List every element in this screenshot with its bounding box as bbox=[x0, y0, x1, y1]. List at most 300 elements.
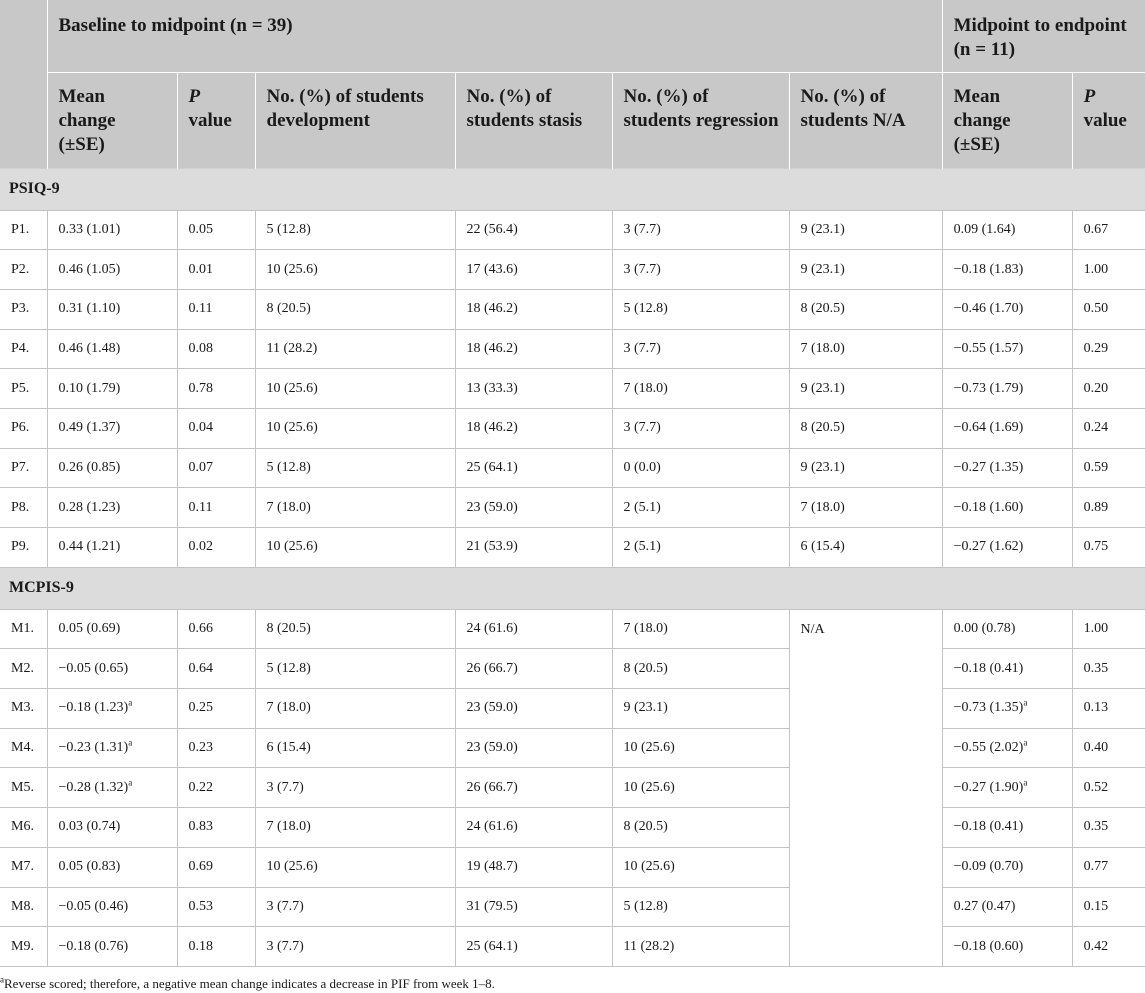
p-value-endpoint-cell-value: 0.67 bbox=[1083, 221, 1109, 237]
mean-change-cell bbox=[47, 369, 177, 409]
footnote-marker: a bbox=[1023, 777, 1028, 788]
development-cell bbox=[255, 847, 455, 887]
item-label-value: M4. bbox=[11, 740, 34, 756]
mean-change-endpoint-cell bbox=[942, 768, 1072, 808]
p-value-cell bbox=[177, 808, 255, 848]
p-value-endpoint-cell bbox=[1072, 927, 1145, 967]
p-value-cell bbox=[177, 528, 255, 568]
p-value-endpoint-cell-value: 0.89 bbox=[1083, 499, 1109, 515]
corner-cell bbox=[0, 0, 47, 168]
p-value-endpoint-cell-value: 1.00 bbox=[1083, 621, 1109, 637]
mean-change-cell-value: −0.23 (1.31) bbox=[58, 740, 129, 756]
mean-change-endpoint-cell-value: −0.18 (1.83) bbox=[953, 261, 1024, 277]
na-cell bbox=[789, 369, 942, 409]
column-header-text: value bbox=[188, 109, 232, 131]
table-header bbox=[0, 0, 1145, 168]
p-value-endpoint-cell-value: 1.00 bbox=[1083, 261, 1109, 277]
item-label bbox=[0, 250, 47, 290]
regression-cell bbox=[612, 329, 789, 369]
p-value-endpoint-cell bbox=[1072, 887, 1145, 927]
development-cell-value: 10 (25.6) bbox=[266, 420, 318, 436]
mean-change-endpoint-cell-value: −0.55 (1.57) bbox=[953, 340, 1024, 356]
p-value-cell bbox=[177, 488, 255, 528]
item-label bbox=[0, 329, 47, 369]
na-cell-value: 9 (23.1) bbox=[800, 261, 845, 277]
p-value-endpoint-cell bbox=[1072, 329, 1145, 369]
stasis-cell bbox=[455, 329, 612, 369]
mean-change-endpoint-cell-value: −0.18 (1.60) bbox=[953, 499, 1024, 515]
column-header-text: value bbox=[1083, 109, 1127, 131]
item-label bbox=[0, 210, 47, 250]
p-value-cell-value: 0.05 bbox=[188, 221, 213, 237]
footnote-marker: a bbox=[0, 974, 4, 985]
item-label bbox=[0, 927, 47, 967]
development-cell bbox=[255, 768, 455, 808]
column-header-text: Mean change (±SE) bbox=[58, 85, 116, 155]
table-row bbox=[0, 528, 1145, 568]
table-row bbox=[0, 289, 1145, 329]
section-row bbox=[0, 168, 1145, 210]
mean-change-cell bbox=[47, 689, 177, 729]
item-label-value: M6. bbox=[11, 819, 34, 835]
p-value-cell bbox=[177, 250, 255, 290]
p-value-endpoint-cell-value: 0.52 bbox=[1083, 779, 1109, 795]
p-value-endpoint-cell bbox=[1072, 808, 1145, 848]
stasis-cell-value: 24 (61.6) bbox=[466, 819, 518, 835]
development-cell bbox=[255, 927, 455, 967]
na-cell-value: 8 (20.5) bbox=[800, 420, 845, 436]
footnote-marker: a bbox=[128, 777, 133, 788]
development-cell-value: 10 (25.6) bbox=[266, 261, 318, 277]
development-cell-value: 7 (18.0) bbox=[266, 700, 311, 716]
table-row bbox=[0, 609, 1145, 649]
development-cell bbox=[255, 728, 455, 768]
development-cell-value: 5 (12.8) bbox=[266, 660, 311, 676]
regression-cell-value: 2 (5.1) bbox=[623, 539, 661, 555]
p-value-endpoint-cell bbox=[1072, 289, 1145, 329]
development-cell-value: 11 (28.2) bbox=[266, 340, 318, 356]
development-cell bbox=[255, 210, 455, 250]
mean-change-cell-value: 0.05 (0.83) bbox=[58, 859, 121, 875]
development-cell bbox=[255, 329, 455, 369]
item-label-value: P3. bbox=[11, 301, 30, 317]
na-cell-value: 9 (23.1) bbox=[800, 221, 845, 237]
regression-cell bbox=[612, 369, 789, 409]
regression-cell-value: 8 (20.5) bbox=[623, 819, 668, 835]
table-row bbox=[0, 408, 1145, 448]
mean-change-cell bbox=[47, 927, 177, 967]
p-value-endpoint-cell-value: 0.42 bbox=[1083, 938, 1109, 954]
p-value-endpoint-cell bbox=[1072, 649, 1145, 689]
item-label-value: M9. bbox=[11, 938, 34, 954]
column-header bbox=[612, 72, 789, 168]
item-label-value: P9. bbox=[11, 539, 30, 555]
mean-change-endpoint-cell bbox=[942, 728, 1072, 768]
p-value-endpoint-cell-value: 0.20 bbox=[1083, 380, 1109, 396]
column-header-italic: P bbox=[1083, 85, 1096, 107]
stasis-cell-value: 18 (46.2) bbox=[466, 301, 518, 317]
column-header bbox=[255, 72, 455, 168]
stasis-cell bbox=[455, 887, 612, 927]
table-row bbox=[0, 808, 1145, 848]
stasis-cell-value: 23 (59.0) bbox=[466, 740, 518, 756]
column-header bbox=[455, 72, 612, 168]
column-header bbox=[789, 72, 942, 168]
item-label bbox=[0, 369, 47, 409]
na-cell bbox=[789, 408, 942, 448]
development-cell bbox=[255, 488, 455, 528]
footnote bbox=[0, 976, 495, 992]
development-cell-value: 3 (7.7) bbox=[266, 898, 304, 914]
table-row bbox=[0, 768, 1145, 808]
item-label-value: P8. bbox=[11, 499, 30, 515]
item-label bbox=[0, 768, 47, 808]
p-value-endpoint-cell bbox=[1072, 728, 1145, 768]
mean-change-cell-value: 0.03 (0.74) bbox=[58, 819, 121, 835]
p-value-cell bbox=[177, 847, 255, 887]
table-row bbox=[0, 728, 1145, 768]
mean-change-endpoint-cell bbox=[942, 369, 1072, 409]
p-value-endpoint-cell-value: 0.13 bbox=[1083, 700, 1109, 716]
column-header bbox=[47, 72, 177, 168]
development-cell-value: 10 (25.6) bbox=[266, 539, 318, 555]
regression-cell bbox=[612, 847, 789, 887]
mean-change-cell bbox=[47, 649, 177, 689]
mean-change-endpoint-cell bbox=[942, 250, 1072, 290]
mean-change-endpoint-cell-value: −0.18 (0.60) bbox=[953, 938, 1024, 954]
table-row bbox=[0, 927, 1145, 967]
mean-change-endpoint-cell bbox=[942, 689, 1072, 729]
na-cell bbox=[789, 528, 942, 568]
p-value-endpoint-cell-value: 0.75 bbox=[1083, 539, 1109, 555]
mean-change-endpoint-cell-value: −0.73 (1.35) bbox=[953, 700, 1024, 716]
development-cell bbox=[255, 689, 455, 729]
footnote-marker: a bbox=[1023, 697, 1028, 708]
item-label-value: P2. bbox=[11, 261, 30, 277]
na-cell-value: 7 (18.0) bbox=[800, 499, 845, 515]
stasis-cell-value: 25 (64.1) bbox=[466, 459, 518, 475]
stasis-cell bbox=[455, 488, 612, 528]
mean-change-endpoint-cell bbox=[942, 808, 1072, 848]
mean-change-cell-value: −0.05 (0.65) bbox=[58, 660, 129, 676]
p-value-cell-value: 0.11 bbox=[188, 301, 213, 317]
regression-cell-value: 3 (7.7) bbox=[623, 221, 661, 237]
regression-cell bbox=[612, 210, 789, 250]
mean-change-endpoint-cell-value: −0.18 (0.41) bbox=[953, 819, 1024, 835]
regression-cell bbox=[612, 927, 789, 967]
regression-cell bbox=[612, 728, 789, 768]
item-label-value: M1. bbox=[11, 621, 34, 637]
na-cell bbox=[789, 448, 942, 488]
p-value-cell bbox=[177, 289, 255, 329]
p-value-cell-value: 0.18 bbox=[188, 938, 213, 954]
na-cell-value: 8 (20.5) bbox=[800, 301, 845, 317]
development-cell-value: 5 (12.8) bbox=[266, 459, 311, 475]
regression-cell-value: 8 (20.5) bbox=[623, 660, 668, 676]
development-cell bbox=[255, 887, 455, 927]
mean-change-cell bbox=[47, 609, 177, 649]
stasis-cell-value: 17 (43.6) bbox=[466, 261, 518, 277]
p-value-cell bbox=[177, 408, 255, 448]
stasis-cell-value: 21 (53.9) bbox=[466, 539, 518, 555]
development-cell-value: 10 (25.6) bbox=[266, 380, 318, 396]
mean-change-cell-value: 0.33 (1.01) bbox=[58, 221, 121, 237]
item-label-value: P6. bbox=[11, 420, 30, 436]
development-cell-value: 3 (7.7) bbox=[266, 938, 304, 954]
regression-cell bbox=[612, 689, 789, 729]
mean-change-cell bbox=[47, 528, 177, 568]
footnote-text: Reverse scored; therefore, a negative mean change indicates a decrease in PIF from week 1–8. bbox=[4, 976, 495, 991]
mean-change-endpoint-cell bbox=[942, 329, 1072, 369]
p-value-endpoint-cell-value: 0.15 bbox=[1083, 898, 1109, 914]
stasis-cell-value: 23 (59.0) bbox=[466, 499, 518, 515]
na-cell bbox=[789, 289, 942, 329]
na-cell bbox=[789, 250, 942, 290]
mean-change-cell-value: 0.31 (1.10) bbox=[58, 301, 121, 317]
mean-change-endpoint-cell bbox=[942, 649, 1072, 689]
mean-change-endpoint-cell-value: −0.55 (2.02) bbox=[953, 740, 1024, 756]
regression-cell bbox=[612, 408, 789, 448]
development-cell-value: 3 (7.7) bbox=[266, 779, 304, 795]
item-label bbox=[0, 887, 47, 927]
mean-change-cell bbox=[47, 768, 177, 808]
item-label-value: P5. bbox=[11, 380, 30, 396]
stasis-cell-value: 19 (48.7) bbox=[466, 859, 518, 875]
na-cell bbox=[789, 488, 942, 528]
footnote-marker: a bbox=[1023, 737, 1028, 748]
p-value-endpoint-cell-value: 0.35 bbox=[1083, 660, 1109, 676]
mean-change-endpoint-cell-value: 0.27 (0.47) bbox=[953, 898, 1016, 914]
mean-change-cell bbox=[47, 808, 177, 848]
p-value-endpoint-cell bbox=[1072, 488, 1145, 528]
p-value-cell-value: 0.53 bbox=[188, 898, 213, 914]
regression-cell-value: 3 (7.7) bbox=[623, 340, 661, 356]
stasis-cell bbox=[455, 768, 612, 808]
p-value-endpoint-cell bbox=[1072, 448, 1145, 488]
mean-change-cell bbox=[47, 329, 177, 369]
regression-cell bbox=[612, 488, 789, 528]
table-row bbox=[0, 210, 1145, 250]
regression-cell-value: 10 (25.6) bbox=[623, 740, 675, 756]
p-value-endpoint-cell-value: 0.35 bbox=[1083, 819, 1109, 835]
regression-cell bbox=[612, 448, 789, 488]
mean-change-endpoint-cell bbox=[942, 289, 1072, 329]
development-cell-value: 10 (25.6) bbox=[266, 859, 318, 875]
p-value-cell-value: 0.78 bbox=[188, 380, 213, 396]
table-row bbox=[0, 887, 1145, 927]
stasis-cell bbox=[455, 289, 612, 329]
p-value-cell-value: 0.01 bbox=[188, 261, 213, 277]
mean-change-cell-value: −0.18 (1.23) bbox=[58, 700, 129, 716]
item-label bbox=[0, 609, 47, 649]
column-header-italic: P bbox=[188, 85, 201, 107]
mean-change-cell bbox=[47, 289, 177, 329]
p-value-endpoint-cell bbox=[1072, 250, 1145, 290]
p-value-endpoint-cell-value: 0.29 bbox=[1083, 340, 1109, 356]
item-label bbox=[0, 408, 47, 448]
p-value-endpoint-cell-value: 0.40 bbox=[1083, 740, 1109, 756]
mean-change-endpoint-cell bbox=[942, 408, 1072, 448]
p-value-cell-value: 0.02 bbox=[188, 539, 213, 555]
item-label bbox=[0, 488, 47, 528]
mean-change-cell bbox=[47, 488, 177, 528]
p-value-endpoint-cell-value: 0.77 bbox=[1083, 859, 1109, 875]
regression-cell-value: 5 (12.8) bbox=[623, 898, 668, 914]
mean-change-endpoint-cell-value: 0.09 (1.64) bbox=[953, 221, 1016, 237]
regression-cell-value: 10 (25.6) bbox=[623, 859, 675, 875]
p-value-cell-value: 0.66 bbox=[188, 621, 213, 637]
p-value-endpoint-cell bbox=[1072, 210, 1145, 250]
regression-cell bbox=[612, 609, 789, 649]
p-value-cell-value: 0.64 bbox=[188, 660, 213, 676]
stasis-cell bbox=[455, 808, 612, 848]
mean-change-endpoint-cell-value: −0.27 (1.35) bbox=[953, 459, 1024, 475]
p-value-cell bbox=[177, 649, 255, 689]
stasis-cell-value: 18 (46.2) bbox=[466, 340, 518, 356]
item-label-value: M8. bbox=[11, 898, 34, 914]
p-value-cell-value: 0.11 bbox=[188, 499, 213, 515]
stasis-cell-value: 26 (66.7) bbox=[466, 660, 518, 676]
development-cell-value: 8 (20.5) bbox=[266, 621, 311, 637]
regression-cell-value: 10 (25.6) bbox=[623, 779, 675, 795]
p-value-cell-value: 0.04 bbox=[188, 420, 213, 436]
development-cell bbox=[255, 609, 455, 649]
regression-cell-value: 2 (5.1) bbox=[623, 499, 661, 515]
column-header-text: No. (%) of students N/A bbox=[800, 85, 906, 131]
regression-cell-value: 5 (12.8) bbox=[623, 301, 668, 317]
p-value-endpoint-cell bbox=[1072, 689, 1145, 729]
regression-cell-value: 11 (28.2) bbox=[623, 938, 675, 954]
mean-change-endpoint-cell bbox=[942, 528, 1072, 568]
development-cell bbox=[255, 649, 455, 689]
mean-change-cell bbox=[47, 210, 177, 250]
p-value-endpoint-cell bbox=[1072, 528, 1145, 568]
mean-change-endpoint-cell-value: −0.46 (1.70) bbox=[953, 301, 1024, 317]
item-label bbox=[0, 728, 47, 768]
mean-change-cell-value: 0.44 (1.21) bbox=[58, 539, 121, 555]
table-row bbox=[0, 488, 1145, 528]
p-value-endpoint-cell-value: 0.50 bbox=[1083, 301, 1109, 317]
mean-change-cell-value: 0.46 (1.48) bbox=[58, 340, 121, 356]
regression-cell bbox=[612, 250, 789, 290]
item-label bbox=[0, 649, 47, 689]
mean-change-endpoint-cell-value: −0.73 (1.79) bbox=[953, 380, 1024, 396]
mean-change-endpoint-cell bbox=[942, 488, 1072, 528]
mean-change-cell-value: 0.10 (1.79) bbox=[58, 380, 121, 396]
na-cell-value: 6 (15.4) bbox=[800, 539, 845, 555]
stasis-cell bbox=[455, 528, 612, 568]
regression-cell-value: 0 (0.0) bbox=[623, 459, 661, 475]
column-header-text: No. (%) of students development bbox=[266, 85, 424, 131]
development-cell-value: 6 (15.4) bbox=[266, 740, 311, 756]
p-value-endpoint-cell bbox=[1072, 768, 1145, 808]
item-label-value: P4. bbox=[11, 340, 30, 356]
na-cell-value: 7 (18.0) bbox=[800, 340, 845, 356]
table-row bbox=[0, 649, 1145, 689]
p-value-cell bbox=[177, 329, 255, 369]
section-title: MCPIS-9 bbox=[0, 567, 1145, 609]
mean-change-endpoint-cell bbox=[942, 887, 1072, 927]
p-value-cell-value: 0.69 bbox=[188, 859, 213, 875]
mean-change-cell bbox=[47, 408, 177, 448]
mean-change-endpoint-cell bbox=[942, 927, 1072, 967]
stasis-cell-value: 13 (33.3) bbox=[466, 380, 518, 396]
mean-change-endpoint-cell-value: −0.18 (0.41) bbox=[953, 660, 1024, 676]
regression-cell-value: 3 (7.7) bbox=[623, 261, 661, 277]
mean-change-cell-value: 0.46 (1.05) bbox=[58, 261, 121, 277]
regression-cell bbox=[612, 887, 789, 927]
na-cell-value: 9 (23.1) bbox=[800, 380, 845, 396]
p-value-endpoint-cell-value: 0.59 bbox=[1083, 459, 1109, 475]
p-value-cell-value: 0.22 bbox=[188, 779, 213, 795]
section-title: PSIQ-9 bbox=[0, 168, 1145, 210]
stasis-cell-value: 23 (59.0) bbox=[466, 700, 518, 716]
column-header-text: No. (%) of students stasis bbox=[466, 85, 583, 131]
group-header-midpoint-endpoint: Midpoint to endpoint (n = 11) bbox=[942, 0, 1145, 72]
item-label bbox=[0, 847, 47, 887]
development-cell-value: 7 (18.0) bbox=[266, 499, 311, 515]
p-value-cell-value: 0.83 bbox=[188, 819, 213, 835]
p-value-cell-value: 0.08 bbox=[188, 340, 213, 356]
stasis-cell-value: 24 (61.6) bbox=[466, 621, 518, 637]
development-cell-value: 7 (18.0) bbox=[266, 819, 311, 835]
item-label-value: M2. bbox=[11, 660, 34, 676]
table-row bbox=[0, 448, 1145, 488]
column-header-text: Mean change (±SE) bbox=[953, 85, 1011, 155]
stasis-cell-value: 18 (46.2) bbox=[466, 420, 518, 436]
development-cell bbox=[255, 528, 455, 568]
item-label bbox=[0, 689, 47, 729]
p-value-cell bbox=[177, 210, 255, 250]
p-value-cell-value: 0.07 bbox=[188, 459, 213, 475]
p-value-cell-value: 0.25 bbox=[188, 700, 213, 716]
stasis-cell bbox=[455, 609, 612, 649]
development-cell bbox=[255, 250, 455, 290]
section-row bbox=[0, 567, 1145, 609]
development-cell bbox=[255, 289, 455, 329]
mean-change-endpoint-cell bbox=[942, 448, 1072, 488]
mean-change-endpoint-cell-value: −0.09 (0.70) bbox=[953, 859, 1024, 875]
mean-change-endpoint-cell bbox=[942, 609, 1072, 649]
column-header bbox=[177, 72, 255, 168]
p-value-endpoint-cell bbox=[1072, 408, 1145, 448]
regression-cell bbox=[612, 808, 789, 848]
development-cell bbox=[255, 448, 455, 488]
table-row bbox=[0, 250, 1145, 290]
p-value-cell-value: 0.23 bbox=[188, 740, 213, 756]
p-value-endpoint-cell bbox=[1072, 847, 1145, 887]
stasis-cell bbox=[455, 847, 612, 887]
regression-cell bbox=[612, 289, 789, 329]
na-cell: N/A bbox=[789, 609, 942, 966]
regression-cell bbox=[612, 649, 789, 689]
development-cell bbox=[255, 369, 455, 409]
regression-cell-value: 7 (18.0) bbox=[623, 621, 668, 637]
p-value-endpoint-cell-value: 0.24 bbox=[1083, 420, 1109, 436]
item-label bbox=[0, 808, 47, 848]
na-cell bbox=[789, 210, 942, 250]
p-value-cell bbox=[177, 369, 255, 409]
p-value-cell bbox=[177, 609, 255, 649]
mean-change-cell-value: −0.28 (1.32) bbox=[58, 779, 129, 795]
stasis-cell bbox=[455, 210, 612, 250]
stasis-cell bbox=[455, 649, 612, 689]
regression-cell-value: 9 (23.1) bbox=[623, 700, 668, 716]
p-value-cell bbox=[177, 768, 255, 808]
table-row bbox=[0, 329, 1145, 369]
stasis-cell bbox=[455, 728, 612, 768]
footnote-marker: a bbox=[128, 697, 133, 708]
